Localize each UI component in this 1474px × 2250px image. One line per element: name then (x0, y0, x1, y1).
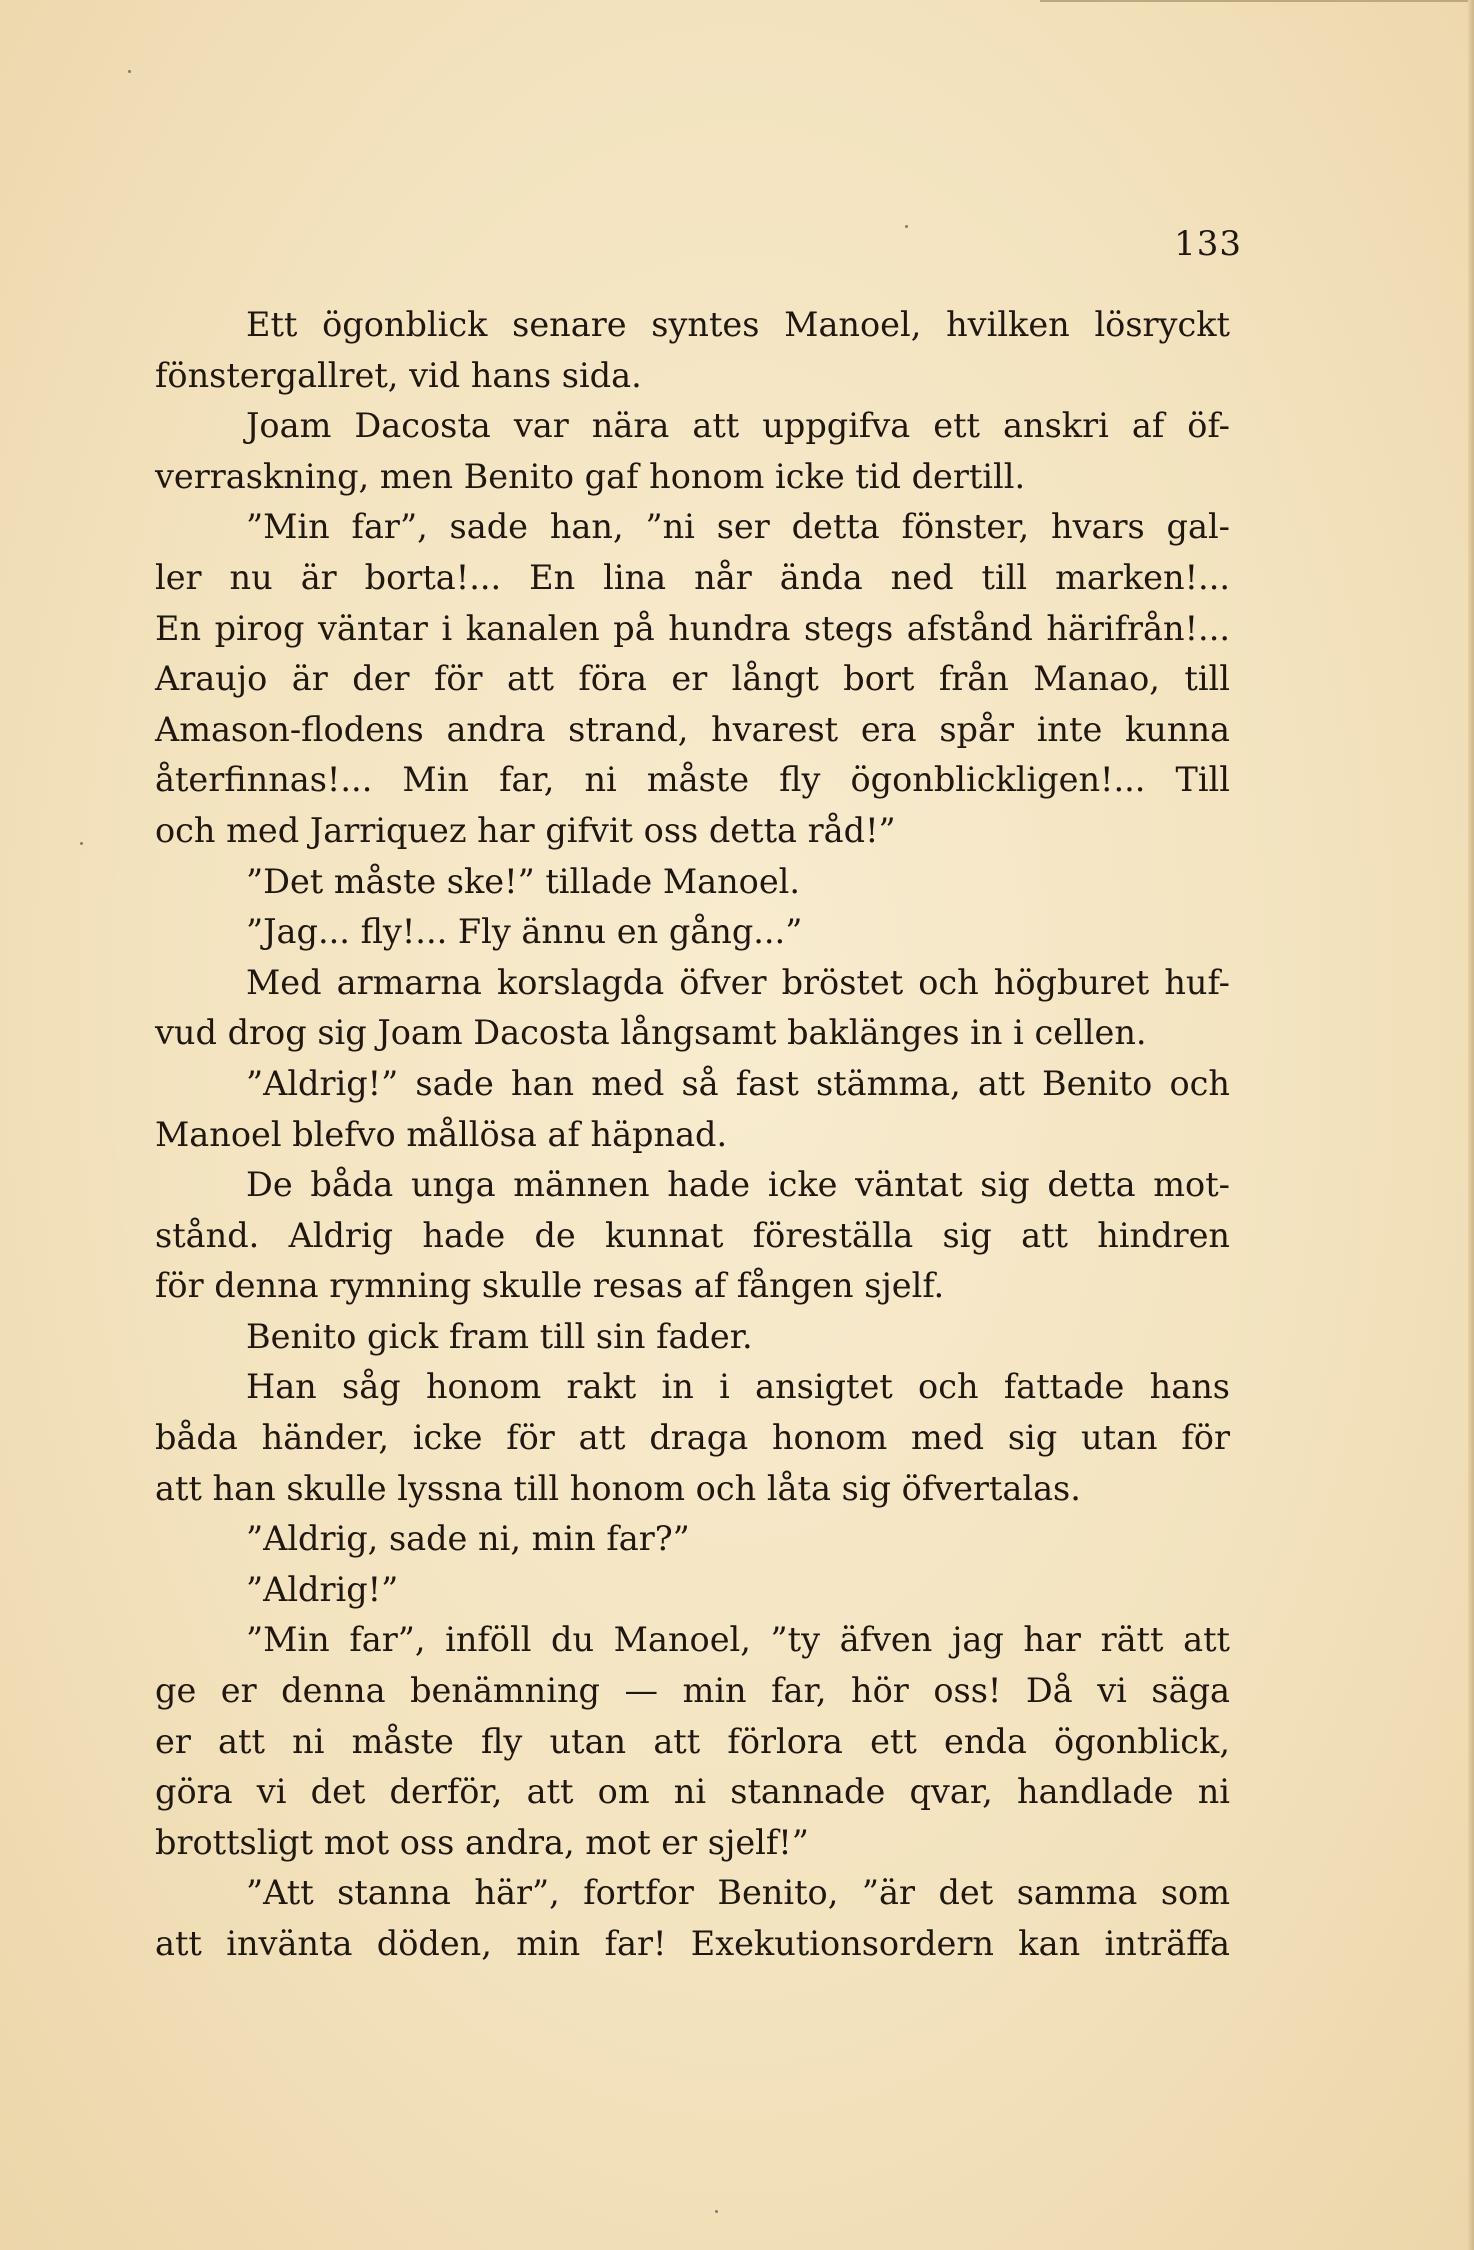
text-line: En pirog väntar i kanalen på hundra stegs afstånd härifrån!... (155, 608, 1230, 648)
text-line: ler nu är borta!... En lina når ända ned till marken!... (155, 557, 1230, 597)
paper-speck (715, 2210, 718, 2213)
text-line: att han skulle lyssna till honom och låta sig öfvertalas. (155, 1468, 1081, 1508)
text-line: Benito gick fram till sin fader. (246, 1316, 753, 1356)
text-line: vud drog sig Joam Dacosta långsamt baklänges in i cellen. (155, 1013, 1147, 1053)
text-line: och med Jarriquez har gifvit oss detta råd!” (155, 810, 896, 850)
text-line: för denna rymning skulle resas af fången sjelf. (155, 1266, 945, 1306)
text-line: ge er denna benämning — min far, hör oss! Då vi säga (155, 1671, 1230, 1711)
text-line: ”Aldrig!” (246, 1569, 399, 1609)
text-line: Ett ögonblick senare syntes Manoel, hvilken lösryckt (246, 305, 1230, 344)
text-line: brottsligt mot oss andra, mot er sjelf!” (155, 1822, 809, 1862)
page-number: 133 (1174, 224, 1242, 264)
text-line: båda händer, icke för att draga honom med sig utan för (155, 1418, 1230, 1458)
text-line: Manoel blefvo mållösa af häpnad. (155, 1114, 728, 1154)
text-line: Joam Dacosta var nära att uppgifva ett anskri af öf- (246, 406, 1230, 446)
text-line: ”Jag... fly!... Fly ännu en gång...” (246, 912, 803, 952)
text-line: Amason-flodens andra strand, hvarest era spår inte kunna (155, 709, 1230, 749)
body-text (155, 300, 1230, 1970)
text-line: återfinnas!... Min far, ni måste fly ögonblickligen!... Till (155, 760, 1230, 800)
page-top-edge (1040, 0, 1474, 2)
text-line: ”Min far”, sade han, ”ni ser detta fönster, hvars gal- (246, 507, 1230, 547)
text-line: att invänta döden, min far! Exekutionsordern kan inträffa (155, 1924, 1230, 1963)
paper-speck (80, 842, 83, 845)
text-line: er att ni måste fly utan att förlora ett enda ögonblick, (155, 1721, 1230, 1761)
text-line: stånd. Aldrig hade de kunnat föreställa sig att hindren (155, 1215, 1230, 1255)
text-line: ”Aldrig!” sade han med så fast stämma, att Benito och (246, 1063, 1230, 1103)
text-line: Med armarna korslagda öfver bröstet och högburet huf- (246, 962, 1230, 1002)
text-line: Araujo är der för att föra er långt bort från Manao, till (155, 659, 1230, 699)
text-line: verraskning, men Benito gaf honom icke tid dertill. (155, 456, 1026, 496)
text-line: ”Aldrig, sade ni, min far?” (246, 1519, 690, 1559)
page-right-edge (1468, 0, 1474, 2250)
text-line: göra vi det derför, att om ni stannade qvar, handlade ni (155, 1772, 1230, 1812)
text-line: De båda unga männen hade icke väntat sig detta mot- (246, 1165, 1230, 1205)
text-line: fönstergallret, vid hans sida. (155, 355, 642, 395)
paper-speck (128, 70, 131, 73)
text-line: ”Det måste ske!” tillade Manoel. (246, 861, 801, 901)
text-line: ”Min far”, inföll du Manoel, ”ty äfven jag har rätt att (246, 1620, 1230, 1660)
text-line: Han såg honom rakt in i ansigtet och fattade hans (246, 1367, 1230, 1407)
paper-speck (905, 225, 908, 228)
text-line: ”Att stanna här”, fortfor Benito, ”är det samma som (246, 1873, 1230, 1913)
